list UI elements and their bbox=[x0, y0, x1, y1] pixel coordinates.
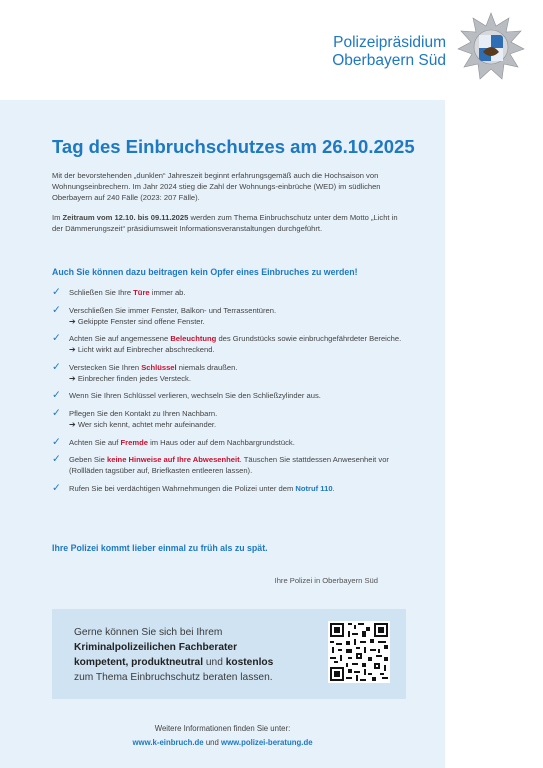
callout-heading: Auch Sie können dazu beitragen kein Opfer eines Einbruches zu werden! bbox=[52, 267, 358, 277]
campaign-period: Zeitraum vom 12.10. bis 09.11.2025 bbox=[62, 213, 189, 222]
org-line-2: Oberbayern Süd bbox=[332, 52, 446, 69]
check-icon: ✓ bbox=[52, 303, 61, 316]
tip-text-post: immer ab. bbox=[149, 288, 186, 297]
link-polizei-beratung[interactable]: www.polizei-beratung.de bbox=[221, 738, 313, 747]
advice-box bbox=[52, 609, 406, 699]
emergency-number: Notruf 110 bbox=[295, 483, 333, 493]
check-icon: ✓ bbox=[52, 453, 61, 466]
check-icon: ✓ bbox=[52, 435, 61, 448]
tip-text-post: des Grundstücks sowie einbruchgefährdeter Bereiche. bbox=[216, 334, 402, 344]
tip-highlight: Beleuchtung bbox=[170, 334, 217, 344]
arrow-right-icon: ➔ bbox=[69, 419, 76, 429]
intro-paragraph-1: Mit der bevorstehenden „dunklen“ Jahreszeit beginnt erfahrungsgemäß auch die Hochsaison von Wohnungseinbrechern. Im Jahr 2024 stieg die Zahl der Wohnungs-einbrüche (WED) im südlichen Oberbayern auf 240 Fälle (2023: 207 Fälle). bbox=[52, 171, 381, 203]
check-icon: ✓ bbox=[52, 389, 61, 402]
tip-item bbox=[52, 408, 412, 430]
tip-item bbox=[52, 362, 412, 384]
tips-list bbox=[52, 287, 412, 500]
tip-highlight: keine Hinweise auf Ihre Abwesenheit bbox=[107, 455, 240, 465]
tip-subpoint-text: Einbrecher finden jedes Versteck. bbox=[77, 373, 191, 383]
tip-item bbox=[52, 333, 412, 355]
organization-name bbox=[332, 34, 446, 70]
advice-bold-3: kostenlos bbox=[225, 657, 274, 668]
tip-highlight: Türe bbox=[133, 288, 150, 297]
tip-text-post: . bbox=[332, 483, 335, 493]
tip-subpoint-text: Gekippte Fenster sind offene Fenster. bbox=[77, 316, 205, 326]
org-line-1: Polizeipräsidium bbox=[333, 34, 446, 51]
tip-text: Geben Sie bbox=[69, 455, 107, 465]
tip-text: Verstecken Sie Ihren bbox=[69, 362, 142, 372]
tip-subpoint bbox=[69, 373, 412, 384]
advice-line-1: Gerne können Sie sich bei Ihrem bbox=[74, 627, 223, 638]
closing-statement: Ihre Polizei kommt lieber einmal zu früh als zu spät. bbox=[52, 543, 268, 553]
police-star-badge-logo bbox=[456, 12, 526, 82]
tip-subpoint bbox=[69, 316, 412, 327]
advice-bold-1: Kriminalpolizeilichen Fachberater bbox=[74, 642, 238, 653]
tip-text: Verschließen Sie immer Fenster, Balkon- und Terrassentüren. bbox=[69, 305, 277, 315]
tip-subpoint bbox=[69, 419, 412, 430]
check-icon: ✓ bbox=[52, 332, 61, 345]
tip-item bbox=[52, 390, 412, 401]
advice-text bbox=[74, 625, 314, 685]
tip-text: Wenn Sie Ihren Schlüssel verlieren, wechseln Sie den Schließzylinder aus. bbox=[69, 391, 321, 401]
check-icon: ✓ bbox=[52, 360, 61, 373]
tip-highlight: Fremde bbox=[120, 437, 148, 447]
intro-p2-post: werden zum Thema Einbruchschutz unter dem Motto „Licht in der Dämmerungszeit“ präsidiumsweit Informationsveranstaltungen durchgeführt. bbox=[52, 213, 398, 234]
arrow-right-icon: ➔ bbox=[69, 373, 76, 383]
tip-text: Pflegen Sie den Kontakt zu Ihren Nachbarn. bbox=[69, 408, 218, 418]
tip-text: Achten Sie auf bbox=[69, 437, 121, 447]
advice-und: und bbox=[203, 657, 226, 668]
check-icon: ✓ bbox=[52, 481, 61, 494]
tip-item bbox=[52, 437, 412, 448]
tip-subpoint-text: Wer sich kennt, achtet mehr aufeinander. bbox=[77, 419, 217, 429]
tip-text-post: im Haus oder auf dem Nachbargrundstück. bbox=[147, 437, 295, 447]
check-icon: ✓ bbox=[52, 286, 61, 298]
tip-subpoint bbox=[69, 344, 412, 355]
tip-text-post: niemals draußen. bbox=[176, 362, 238, 372]
qr-code[interactable] bbox=[328, 621, 390, 683]
tip-text-post: . Täuschen Sie stattdessen Anwesenheit vor (Rollläden tagsüber auf, Briefkasten entleeren lassen). bbox=[69, 455, 389, 476]
advice-line-4: zum Thema Einbruchschutz beraten lassen. bbox=[74, 672, 273, 683]
tip-item bbox=[52, 483, 412, 494]
intro-p2-pre: Im bbox=[52, 213, 63, 222]
footer-info: Weitere Informationen finden Sie unter: bbox=[154, 724, 291, 733]
signature: Ihre Polizei in Oberbayern Süd bbox=[274, 576, 378, 585]
arrow-right-icon: ➔ bbox=[69, 345, 76, 355]
tip-text: Rufen Sie bei verdächtigen Wahrnehmungen die Polizei unter dem bbox=[69, 483, 296, 493]
tip-item bbox=[52, 287, 412, 298]
tip-item bbox=[52, 305, 412, 327]
link-k-einbruch[interactable]: www.k-einbruch.de bbox=[132, 738, 204, 747]
check-icon: ✓ bbox=[52, 406, 61, 419]
intro-paragraph-2 bbox=[52, 212, 402, 234]
footer-links bbox=[0, 738, 445, 747]
page-title: Tag des Einbruchschutzes am 26.10.2025 bbox=[52, 136, 415, 157]
advice-bold-2: kompetent, produktneutral bbox=[74, 657, 204, 668]
tip-subpoint-text: Licht wirkt auf Einbrecher abschreckend. bbox=[77, 345, 215, 355]
tip-item bbox=[52, 454, 412, 476]
tip-text: Schließen Sie Ihre bbox=[69, 288, 134, 297]
arrow-right-icon: ➔ bbox=[69, 316, 76, 326]
footer-and: und bbox=[203, 738, 221, 747]
tip-text: Achten Sie auf angemessene bbox=[69, 334, 171, 344]
tip-highlight: Schlüssel bbox=[141, 362, 177, 372]
